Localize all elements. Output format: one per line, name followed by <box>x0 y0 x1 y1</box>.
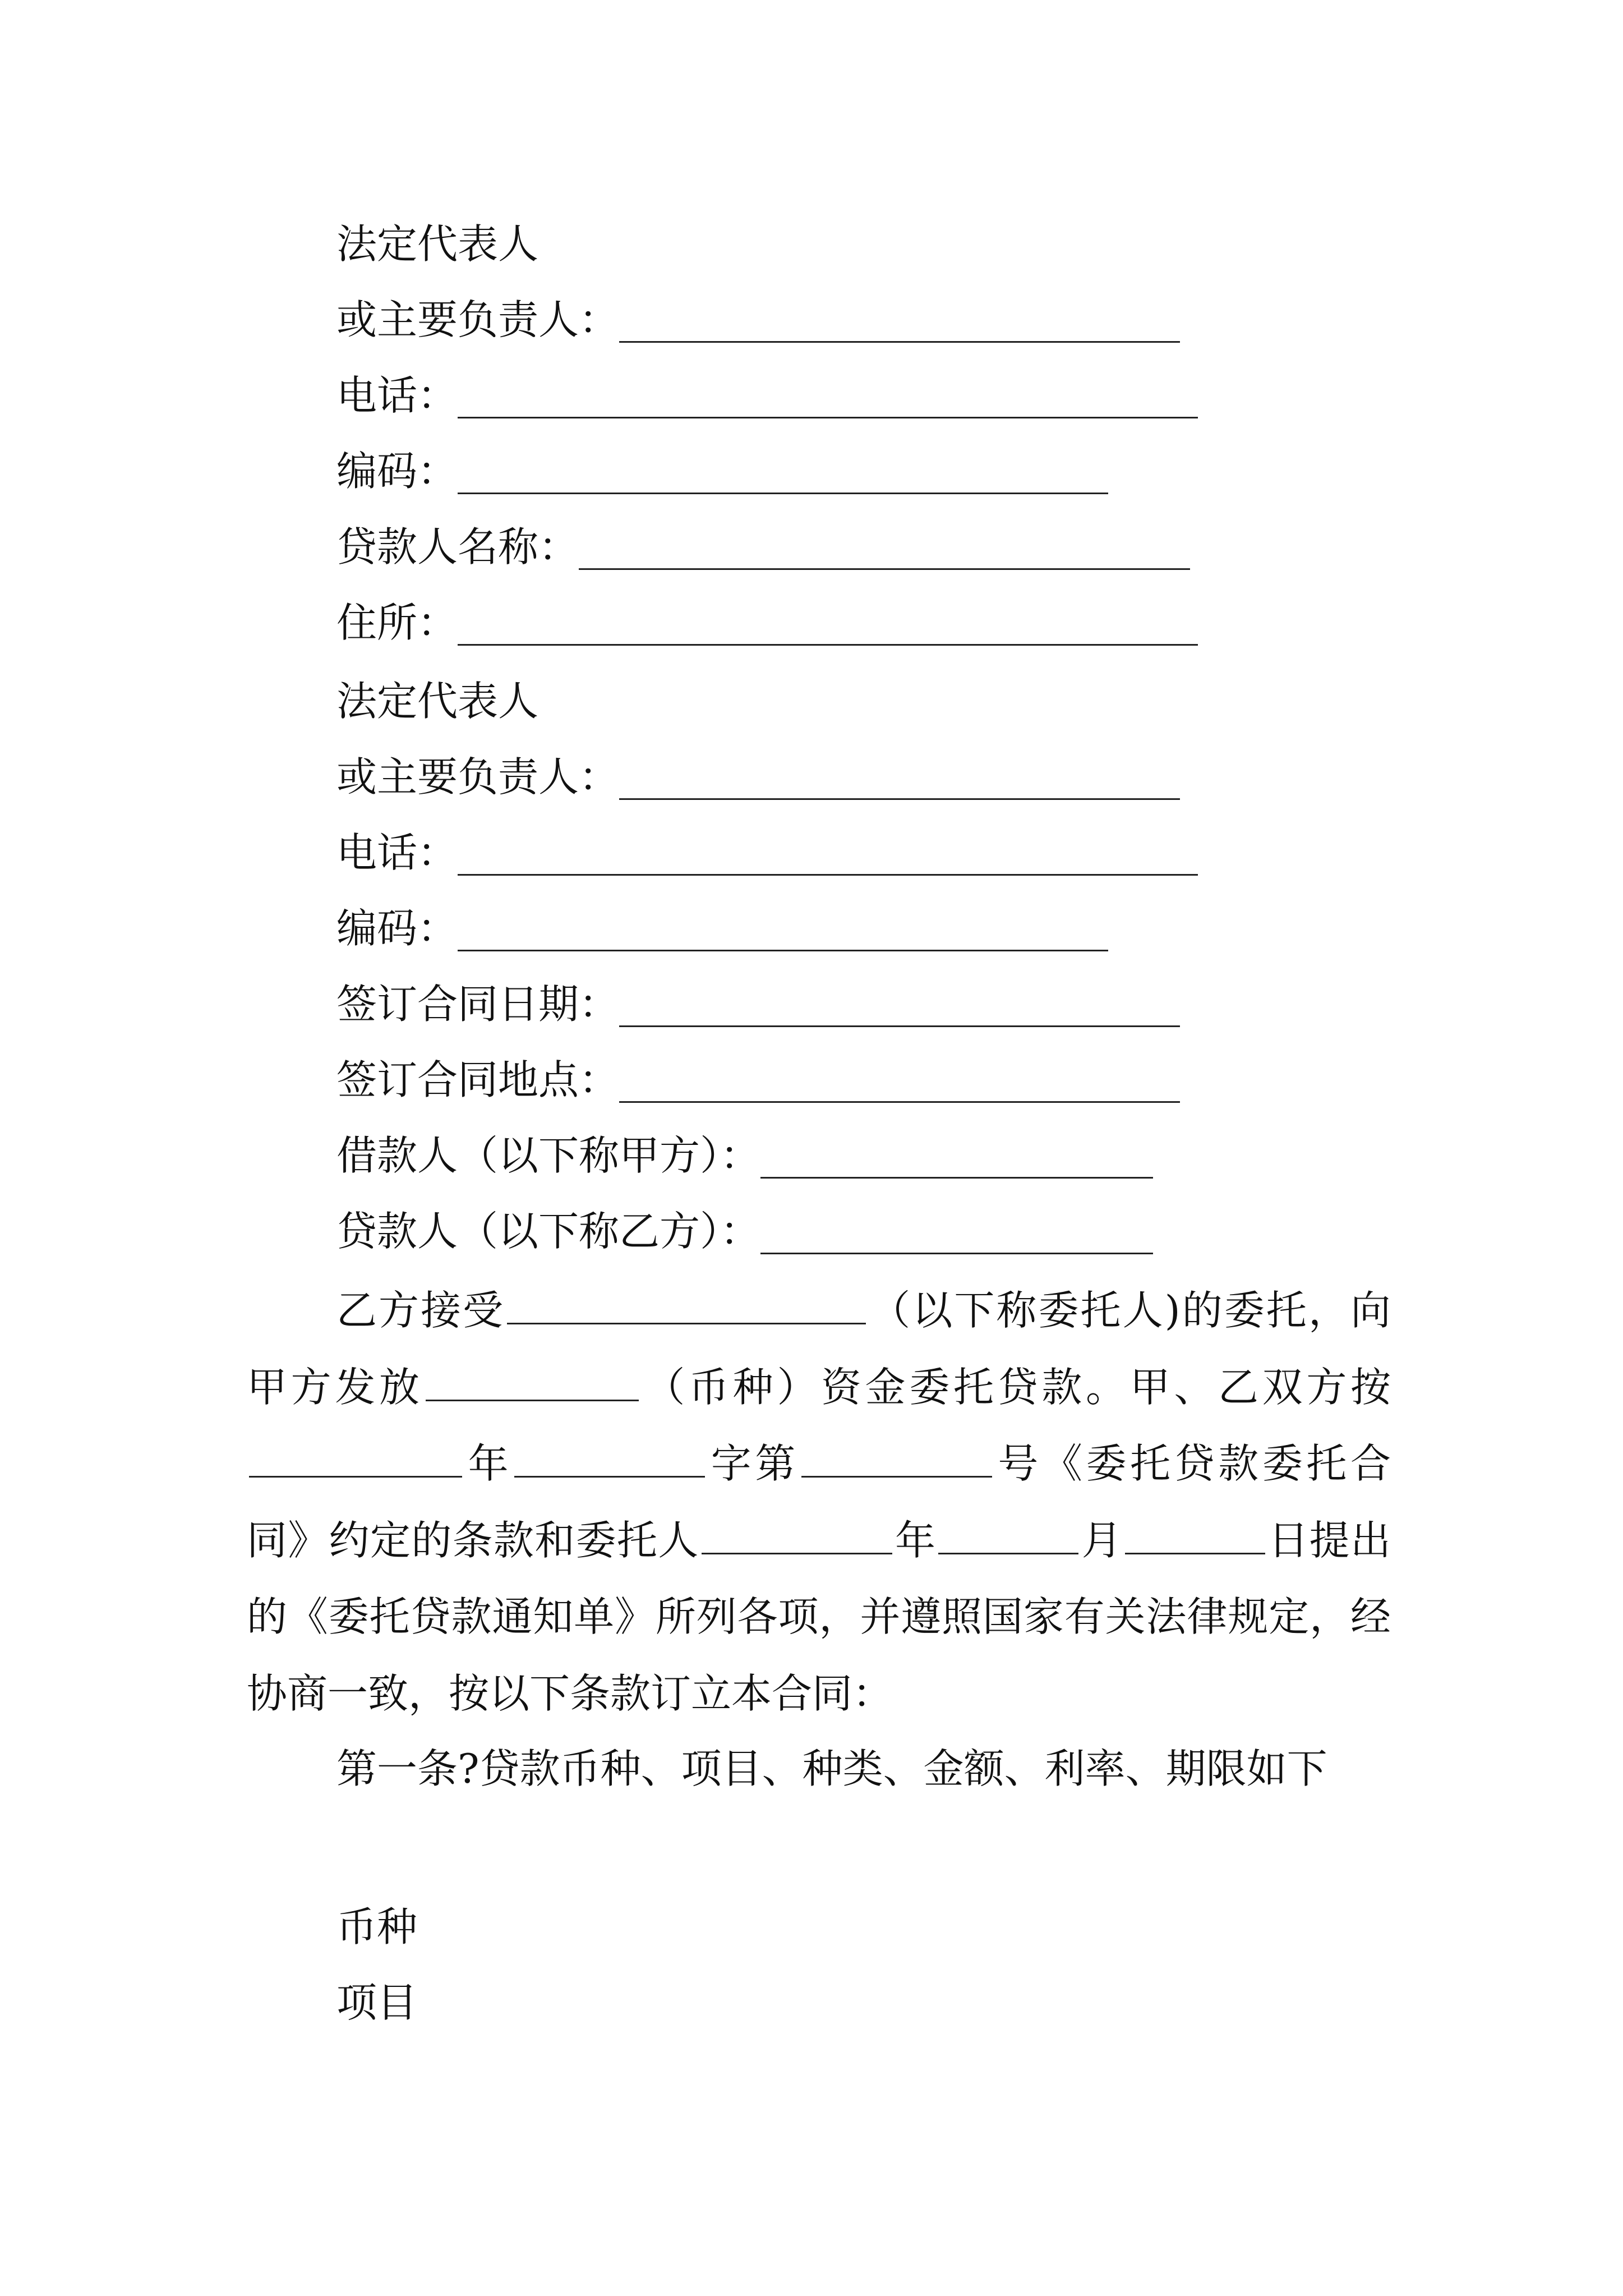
field-label: 住所： <box>336 599 458 646</box>
item-label: 项目 <box>336 1979 418 2026</box>
form-line-sign-date <box>336 970 1180 1038</box>
fill-in-blank[interactable] <box>760 1209 1153 1254</box>
field-label: 签订合同日期： <box>336 981 620 1028</box>
notice-day-blank[interactable] <box>1125 1513 1265 1554</box>
article-text: 第一条?贷款币种、项目、种类、金额、利率、期限如下 <box>336 1745 1327 1792</box>
form-line-principal-1 <box>336 286 1180 353</box>
fill-in-blank[interactable] <box>619 297 1180 343</box>
contract-preamble-paragraph <box>247 1272 1391 1732</box>
fill-in-blank[interactable] <box>458 373 1198 418</box>
currency-blank[interactable] <box>426 1360 639 1401</box>
field-label: 编码： <box>336 448 458 495</box>
paragraph-text: 月 <box>1081 1516 1123 1564</box>
notice-month-blank[interactable] <box>938 1513 1078 1554</box>
paragraph-text: 字第 <box>707 1440 799 1487</box>
item-label: 币种 <box>336 1903 418 1950</box>
form-line-borrower <box>336 1122 1153 1189</box>
paragraph-text: （以下称委托人)的委托，向甲方发放 <box>247 1287 1391 1411</box>
form-line-legal-rep-1 <box>336 210 538 278</box>
field-label: 或主要负责人： <box>336 296 620 343</box>
article-1-heading <box>247 1731 1391 1807</box>
form-line-lender-name <box>336 513 1190 581</box>
form-line-address <box>336 589 1198 656</box>
field-label: 电话： <box>336 829 458 876</box>
fill-in-blank[interactable] <box>458 906 1108 951</box>
form-line-sign-place <box>336 1046 1180 1114</box>
field-label: 编码： <box>336 905 458 952</box>
notice-year-blank[interactable] <box>702 1513 892 1554</box>
form-line-code-1 <box>336 438 1108 505</box>
fill-in-blank[interactable] <box>619 982 1180 1027</box>
paragraph-text: 年 <box>894 1516 937 1564</box>
form-line-principal-2 <box>336 743 1180 811</box>
fill-in-blank[interactable] <box>458 449 1108 494</box>
form-line-code-2 <box>336 895 1108 962</box>
fill-in-blank[interactable] <box>619 754 1180 800</box>
field-label: 借款人（以下称甲方）： <box>336 1132 761 1179</box>
field-label: 法定代表人 <box>336 220 539 268</box>
paragraph-text: （币种）资金委托贷款。甲、乙双方按 <box>640 1363 1391 1411</box>
fill-in-blank[interactable] <box>619 1057 1180 1103</box>
paragraph-text: 年 <box>464 1440 513 1487</box>
contract-year-blank[interactable] <box>249 1437 462 1478</box>
entrusting-party-blank[interactable] <box>507 1283 866 1324</box>
item-project <box>336 1969 417 2036</box>
item-currency <box>336 1893 417 1961</box>
paragraph-text: 乙方接受 <box>336 1287 505 1334</box>
field-label: 签订合同地点： <box>336 1056 620 1103</box>
form-line-phone-2 <box>336 819 1198 886</box>
paragraph-text: 日提出的《委托贷款通知单》所列各项，并遵照国家有关法律规定，经协商一致，按以下条款订立本合同： <box>247 1516 1391 1717</box>
form-line-lender <box>336 1198 1153 1265</box>
field-label: 贷款人名称： <box>336 523 579 570</box>
fill-in-blank[interactable] <box>579 524 1190 570</box>
field-label: 贷款人（以下称乙方）： <box>336 1208 761 1255</box>
field-label: 或主要负责人： <box>336 753 620 800</box>
fill-in-blank[interactable] <box>458 830 1198 876</box>
form-line-phone-1 <box>336 362 1198 429</box>
field-label: 法定代表人 <box>336 678 539 725</box>
paragraph-text: 号《委托贷款委托合同》约定的条款和委托人 <box>247 1440 1391 1564</box>
fill-in-blank[interactable] <box>458 600 1198 646</box>
fill-in-blank[interactable] <box>760 1133 1153 1179</box>
form-line-legal-rep-2 <box>336 668 538 735</box>
contract-number-blank[interactable] <box>801 1437 992 1478</box>
field-label: 电话： <box>336 372 458 419</box>
contract-word-blank[interactable] <box>514 1437 705 1478</box>
